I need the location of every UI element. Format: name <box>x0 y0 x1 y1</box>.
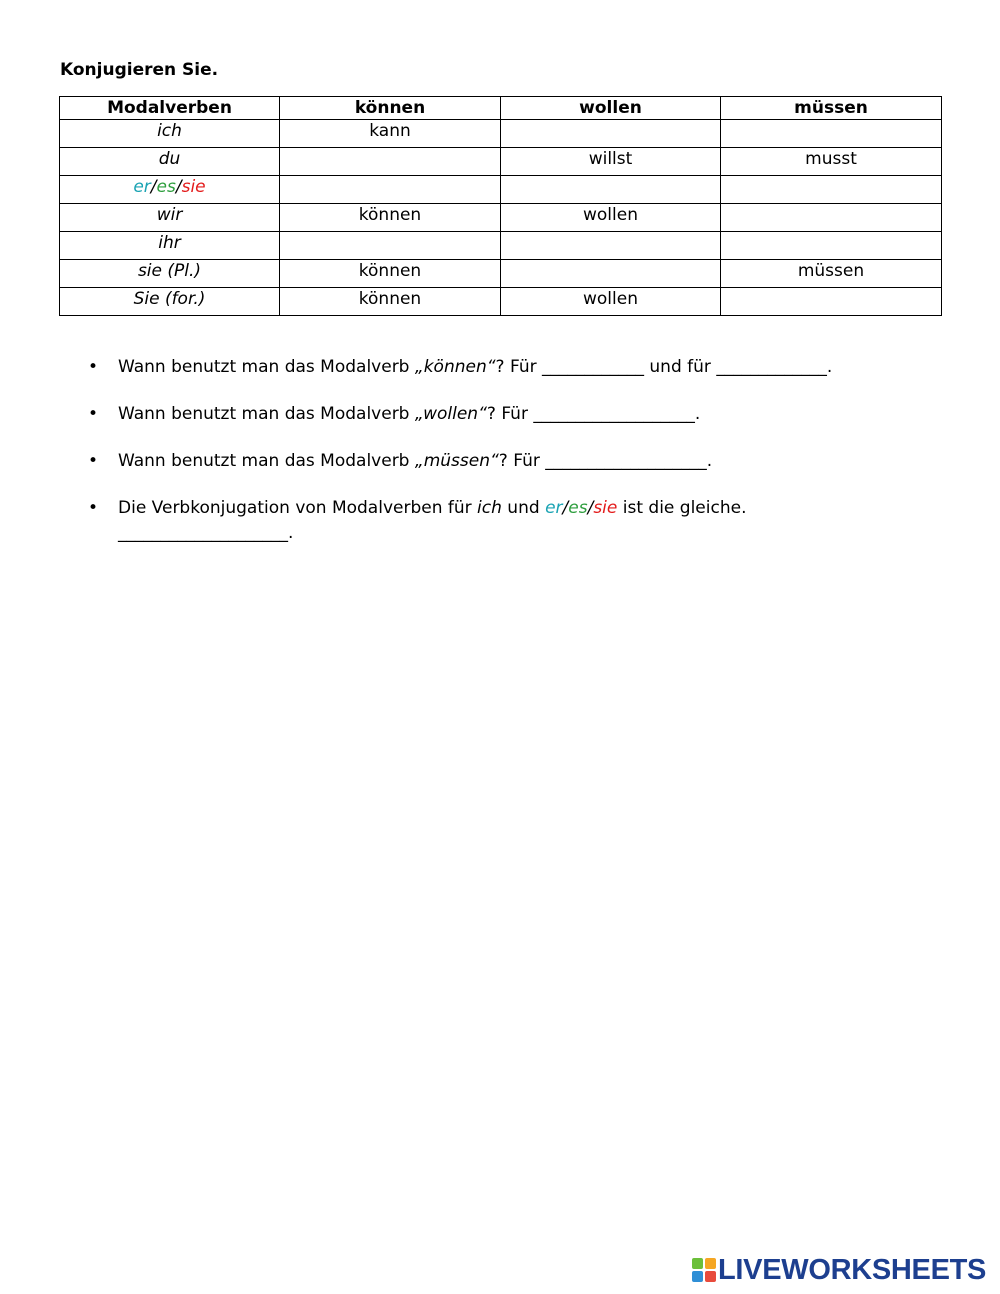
wollen-cell[interactable]: wollen <box>501 288 721 316</box>
pronoun-sie: sie <box>181 177 206 197</box>
question-text: Die Verbkonjugation von Modalverben für <box>118 498 478 518</box>
pronoun-cell <box>60 176 280 204</box>
question-muessen <box>118 449 1000 474</box>
question-text: ? Für <box>495 357 542 377</box>
pronoun-es: es <box>156 177 176 197</box>
koennen-cell[interactable] <box>280 148 501 176</box>
table-row <box>60 148 942 176</box>
question-text: Wann benutzt man das Modalverb <box>118 357 415 377</box>
wollen-cell[interactable] <box>501 120 721 148</box>
koennen-cell[interactable] <box>280 176 501 204</box>
muessen-cell[interactable] <box>721 120 942 148</box>
question-text: . <box>706 451 713 471</box>
question-pronoun-er: er <box>545 498 563 518</box>
pronoun-cell: ich <box>60 120 280 148</box>
table-row <box>60 288 942 316</box>
muessen-cell[interactable] <box>721 232 942 260</box>
muessen-cell[interactable]: müssen <box>721 260 942 288</box>
question-separator: / <box>587 498 594 518</box>
muessen-cell[interactable] <box>721 204 942 232</box>
pronoun-cell: wir <box>60 204 280 232</box>
answer-blank[interactable]: ____________ <box>542 357 644 377</box>
table-header-row <box>60 97 942 120</box>
wollen-cell[interactable]: wollen <box>501 204 721 232</box>
header-modalverben: Modalverben <box>60 97 280 120</box>
table-row <box>60 120 942 148</box>
koennen-cell[interactable]: können <box>280 260 501 288</box>
liveworksheets-logo-icon <box>692 1258 716 1282</box>
question-verb: „wollen“ <box>414 404 487 424</box>
question-pronoun-sie: sie <box>593 498 618 518</box>
pronoun-separator: / <box>175 177 182 197</box>
pronoun-separator: / <box>150 177 157 197</box>
question-text: . <box>826 357 833 377</box>
answer-blank[interactable]: ___________________ <box>533 404 695 424</box>
table-row <box>60 260 942 288</box>
koennen-cell[interactable]: können <box>280 288 501 316</box>
table-row <box>60 176 942 204</box>
conjugation-table <box>59 96 942 316</box>
header-muessen: müssen <box>721 97 942 120</box>
question-koennen <box>118 355 1000 380</box>
table-row <box>60 232 942 260</box>
question-verb: „können“ <box>414 357 496 377</box>
koennen-cell[interactable]: können <box>280 204 501 232</box>
koennen-cell[interactable]: kann <box>280 120 501 148</box>
answer-blank[interactable]: ___________________ <box>545 451 707 471</box>
question-pronoun-ich: ich <box>477 498 502 518</box>
koennen-cell[interactable] <box>280 232 501 260</box>
question-text: und für <box>644 357 717 377</box>
table-row <box>60 204 942 232</box>
logo-text: LIVEWORKSHEETS <box>718 1254 987 1286</box>
header-wollen: wollen <box>501 97 721 120</box>
instruction-title: Konjugieren Sie. <box>60 60 219 80</box>
header-koennen: können <box>280 97 501 120</box>
pronoun-er: er <box>133 177 151 197</box>
pronoun-cell: sie (Pl.) <box>60 260 280 288</box>
pronoun-cell: Sie (for.) <box>60 288 280 316</box>
question-wollen <box>118 402 1000 427</box>
question-conjugation <box>118 496 1000 546</box>
pronoun-cell: ihr <box>60 232 280 260</box>
wollen-cell[interactable] <box>501 176 721 204</box>
liveworksheets-logo <box>692 1256 986 1284</box>
wollen-cell[interactable] <box>501 232 721 260</box>
answer-blank[interactable]: _____________ <box>716 357 827 377</box>
question-text: . <box>694 404 701 424</box>
question-text: ? Für <box>498 451 546 471</box>
question-text: Wann benutzt man das Modalverb <box>118 404 415 424</box>
answer-blank[interactable]: ____________________ <box>118 523 288 543</box>
question-text: ist die gleiche. <box>617 498 747 518</box>
question-text: Wann benutzt man das Modalverb <box>118 451 415 471</box>
pronoun-cell: du <box>60 148 280 176</box>
question-text: und <box>501 498 546 518</box>
question-pronoun-es: es <box>568 498 588 518</box>
question-verb: „müssen“ <box>414 451 499 471</box>
question-list <box>60 355 1000 568</box>
muessen-cell[interactable]: musst <box>721 148 942 176</box>
question-text: . <box>288 523 294 543</box>
wollen-cell[interactable]: willst <box>501 148 721 176</box>
question-text: ? Für <box>486 404 534 424</box>
muessen-cell[interactable] <box>721 288 942 316</box>
question-separator: / <box>562 498 569 518</box>
wollen-cell[interactable] <box>501 260 721 288</box>
muessen-cell[interactable] <box>721 176 942 204</box>
